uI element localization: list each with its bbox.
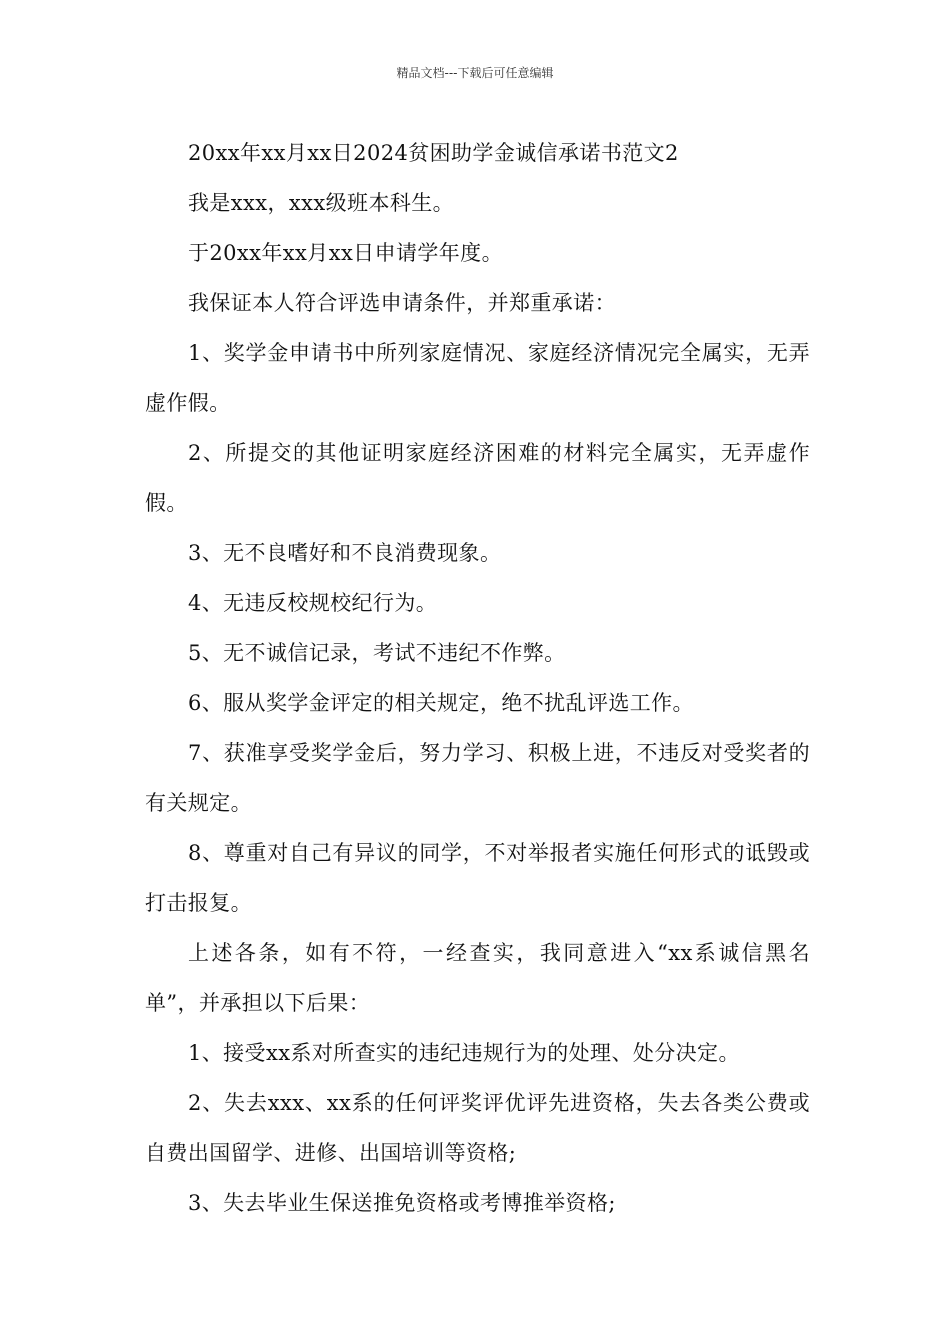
title-line: 20xx年xx月xx日2024贫困助学金诚信承诺书范文2	[188, 141, 679, 165]
commitment-item-6: 6、服从奖学金评定的相关规定，绝不扰乱评选工作。	[188, 691, 694, 715]
commitment-item-8: 8、尊重对自己有异议的同学，不对举报者实施任何形式的诋毁或打击报复。	[145, 841, 810, 915]
paragraph: 我是xxx，xxx级班本科生。	[188, 191, 455, 215]
commitment-item-2: 2、所提交的其他证明家庭经济困难的材料完全属实，无弄虚作假。	[145, 441, 810, 515]
page-header: 精品文档---下载后可任意编辑	[396, 66, 554, 80]
consequence-item-3: 3、失去毕业生保送推免资格或考博推举资格;	[188, 1191, 616, 1215]
consequence-item-1: 1、接受xx系对所查实的违纪违规行为的处理、处分决定。	[188, 1041, 740, 1065]
paragraph: 于20xx年xx月xx日申请学年度。	[188, 241, 503, 265]
commitment-item-7: 7、获准享受奖学金后，努力学习、积极上进，不违反对受奖者的有关规定。	[145, 741, 810, 815]
consequence-intro: 上述各条，如有不符，一经查实，我同意进入“xx系诚信黑名单”，并承担以下后果：	[145, 941, 810, 1015]
commitment-item-5: 5、无不诚信记录，考试不违纪不作弊。	[188, 641, 566, 665]
document-body	[145, 128, 810, 1228]
commitment-item-3: 3、无不良嗜好和不良消费现象。	[188, 541, 502, 565]
commitment-item-1: 1、奖学金申请书中所列家庭情况、家庭经济情况完全属实，无弄虚作假。	[145, 341, 810, 415]
commitment-item-4: 4、无违反校规校纪行为。	[188, 591, 438, 615]
consequence-item-2: 2、失去xxx、xx系的任何评奖评优评先进资格，失去各类公费或自费出国留学、进修、出国培训等资格;	[145, 1091, 810, 1165]
paragraph: 我保证本人符合评选申请条件，并郑重承诺：	[188, 291, 616, 315]
